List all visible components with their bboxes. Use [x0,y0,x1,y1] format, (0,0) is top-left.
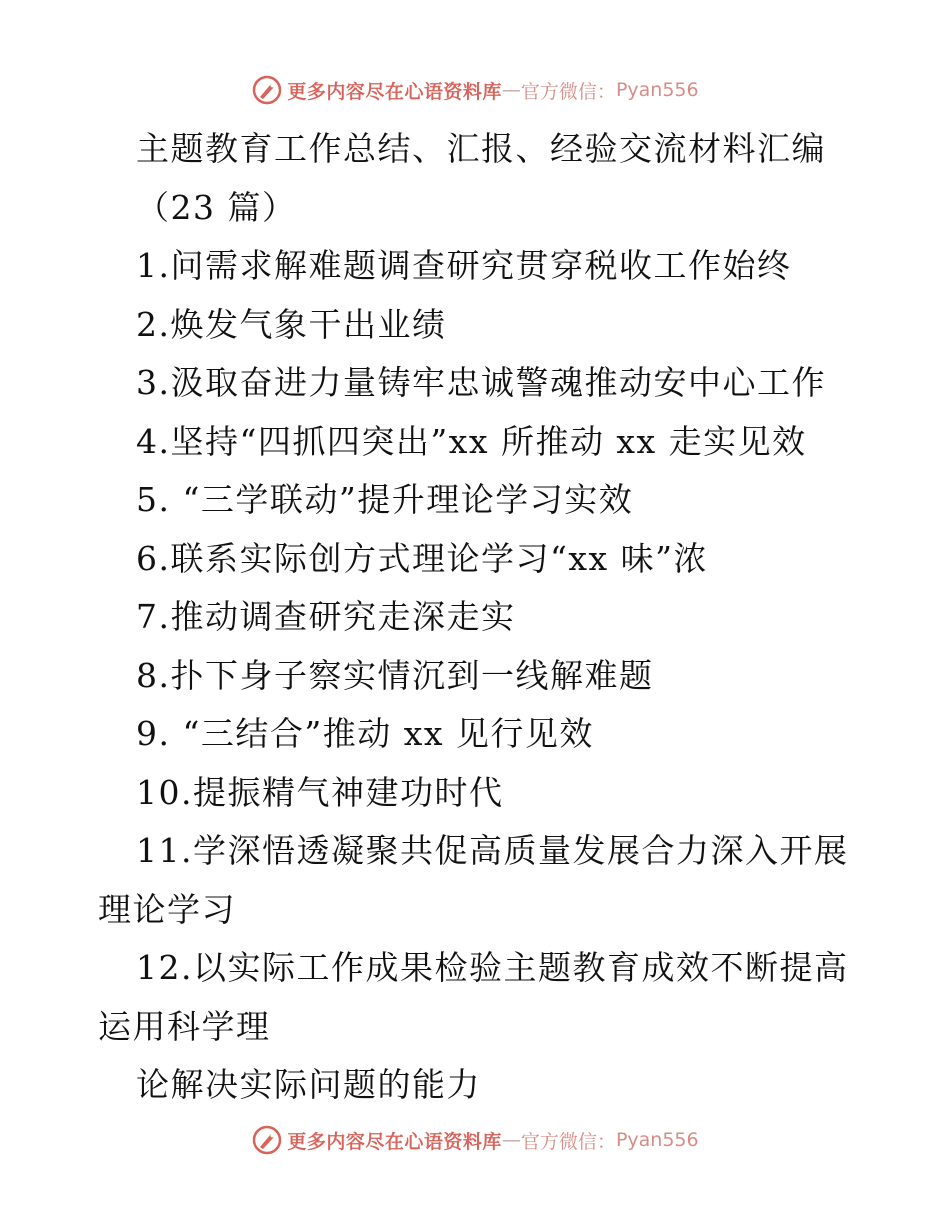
footer-watermark-banner [0,1120,950,1160]
banner-handle: Pyan556 [615,79,699,101]
list-item: 1.问需求解难题调查研究贯穿税收工作始终 [136,246,792,285]
list-item: 9. “三结合”推动 xx 见行见效 [136,714,594,753]
document-title: 主题教育工作总结、汇报、经验交流材料汇编 [136,129,826,168]
document-title-count: （23 篇） [136,187,297,227]
banner-brand-text: 更多内容尽在心语资料库 [287,80,502,103]
list-item: 8.扑下身子察实情沉到一线解难题 [136,655,654,695]
list-item-11 [98,822,848,939]
banner-official-label: 官方微信： [520,1130,616,1153]
list-item: 2.焕发气象干出业绩 [136,304,447,344]
list-item: 5. “三学联动”提升理论学习实效 [136,480,634,519]
list-item: 6.联系实际创方式理论学习“xx 味”浓 [136,538,708,578]
document-body [98,120,848,1115]
list-item-12-line-3: 论解决实际问题的能力 [136,1065,481,1104]
pen-nib-logo-icon [251,74,283,106]
pen-nib-logo-icon [251,1124,283,1156]
list-item: 4.坚持“四抓四突出”xx 所推动 xx 走实见效 [136,421,807,461]
list-item-12-line-2: 运用科学理 [98,1006,271,1046]
banner-handle: Pyan556 [615,1129,699,1151]
list-item-11-line-2: 理论学习 [98,889,236,929]
banner-brand-text: 更多内容尽在心语资料库 [287,1130,502,1153]
list-item-12-line-1: 12.以实际工作成果检验主题教育成效不断提高 [136,948,849,987]
banner-separator: — [501,79,521,101]
list-item: 10.提振精气神建功时代 [136,772,504,812]
list-item: 7.推动调查研究走深走实 [136,597,516,636]
list-item: 3.汲取奋进力量铸牢忠诚警魂推动安中心工作 [136,363,826,402]
list-item-11-line-1: 11.学深悟透凝聚共促高质量发展合力深入开展 [136,831,849,870]
banner-official-label: 官方微信： [520,80,616,103]
header-watermark-banner [0,70,950,110]
banner-separator: — [501,1129,521,1151]
list-item-12 [98,939,848,1115]
